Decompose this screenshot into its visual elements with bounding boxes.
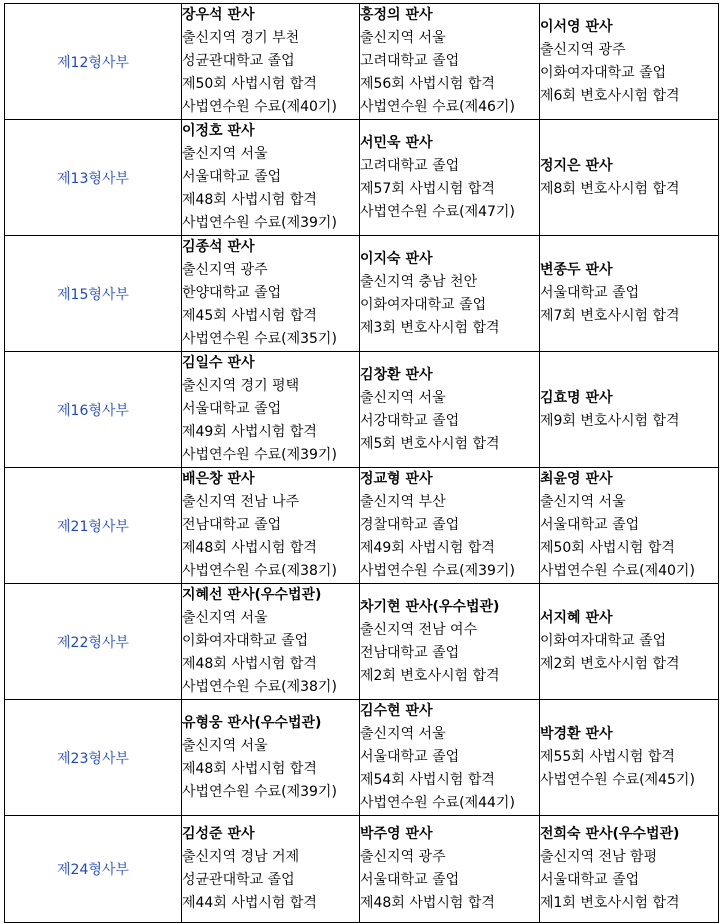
judge-detail: 제8회 변호사시험 합격 [540, 180, 680, 197]
judge-detail: 제6회 변호사시험 합격 [540, 87, 680, 104]
division-cell [5, 4, 182, 120]
judge-name: 이지숙 판사 [360, 250, 433, 267]
judge-detail: 사법연수원 수료(제40기) [540, 563, 695, 579]
judge-cell [182, 468, 360, 584]
division-row [5, 120, 719, 236]
judge-detail: 이화여자대학교 졸업 [540, 64, 667, 81]
division-cell [5, 584, 182, 700]
judge-detail: 제48회 사법시험 합격 [182, 540, 317, 556]
judge-cell [182, 236, 360, 352]
judge-cell [360, 352, 540, 468]
judge-detail: 출신지역 경남 거제 [182, 849, 300, 865]
judge-detail: 서울대학교 졸업 [360, 749, 460, 765]
judge-detail: 성균관대학교 졸업 [182, 53, 295, 69]
judge-detail: 고려대학교 졸업 [360, 157, 460, 174]
judge-name: 서민욱 판사 [360, 134, 433, 151]
judge-detail: 서울대학교 졸업 [182, 169, 282, 185]
division-name: 제12형사부 [57, 54, 129, 71]
judge-detail: 서강대학교 졸업 [360, 412, 460, 429]
judge-name: 전희숙 판사(우수법관) [540, 826, 680, 842]
judge-detail: 사법연수원 수료(제44기) [360, 795, 515, 811]
judge-cell [182, 584, 360, 700]
judge-cell [360, 120, 540, 236]
judge-detail: 사법연수원 수료(제38기) [182, 679, 337, 695]
division-cell [5, 816, 182, 923]
judge-cell [360, 236, 540, 352]
judge-name: 박주영 판사 [360, 826, 433, 842]
judge-detail: 제5회 변호사시험 합격 [360, 435, 500, 452]
judge-detail: 제45회 사법시험 합격 [182, 308, 317, 324]
judge-detail: 제49회 사법시험 합격 [182, 424, 317, 440]
judge-name: 서지혜 판사 [540, 610, 613, 626]
judge-name: 홍정의 판사 [360, 7, 433, 23]
division-cell [5, 236, 182, 352]
judge-detail: 사법연수원 수료(제40기) [182, 99, 337, 115]
judge-detail: 출신지역 광주 [182, 262, 268, 278]
judge-detail: 성균관대학교 졸업 [182, 872, 295, 888]
division-row [5, 584, 719, 700]
judge-detail: 제49회 사법시험 합격 [360, 540, 495, 556]
judge-detail: 제48회 사법시험 합격 [182, 760, 317, 777]
judge-detail: 제56회 사법시험 합격 [360, 76, 495, 92]
judge-name: 차기현 판사(우수법관) [360, 598, 500, 615]
judge-detail: 사법연수원 수료(제45기) [540, 772, 695, 788]
judge-detail: 제44회 사법시험 합격 [182, 895, 317, 911]
judge-cell [540, 352, 719, 468]
judge-name: 최윤영 판사 [540, 471, 613, 487]
judge-cell [540, 468, 719, 584]
judge-detail: 서울대학교 졸업 [182, 401, 282, 417]
judge-detail: 고려대학교 졸업 [360, 53, 460, 69]
judge-roster-table [4, 3, 719, 923]
division-name: 제13형사부 [57, 170, 129, 187]
division-name: 제21형사부 [57, 518, 129, 535]
division-name: 제22형사부 [57, 634, 129, 651]
judge-detail: 제7회 변호사시험 합격 [540, 308, 680, 324]
judge-detail: 서울대학교 졸업 [540, 285, 640, 301]
judge-detail: 출신지역 서울 [182, 737, 268, 754]
judge-detail: 서울대학교 졸업 [540, 872, 640, 888]
judge-detail: 사법연수원 수료(제39기) [182, 783, 337, 800]
judge-cell [182, 816, 360, 923]
judge-detail: 제1회 변호사시험 합격 [540, 895, 680, 911]
judge-name: 변종두 판사 [540, 262, 613, 278]
division-name: 제24형사부 [57, 862, 129, 878]
division-cell [5, 468, 182, 584]
judge-detail: 출신지역 경기 평택 [182, 378, 300, 394]
judge-detail: 출신지역 경기 부천 [182, 30, 300, 46]
judge-name: 이정호 판사 [182, 123, 255, 139]
judge-name: 지혜선 판사(우수법관) [182, 587, 322, 603]
judge-detail: 출신지역 부산 [360, 494, 446, 510]
judge-name: 김성준 판사 [182, 826, 255, 842]
judge-detail: 전남대학교 졸업 [182, 517, 282, 533]
judge-detail: 서울대학교 졸업 [540, 517, 640, 533]
judge-detail: 사법연수원 수료(제46기) [360, 99, 515, 115]
judge-cell [360, 700, 540, 816]
judge-name: 배은창 판사 [182, 471, 255, 487]
division-cell [5, 700, 182, 816]
judge-detail: 출신지역 서울 [360, 726, 446, 742]
judge-cell [540, 4, 719, 120]
judge-detail: 출신지역 전남 함평 [540, 849, 658, 865]
judge-detail: 서울대학교 졸업 [360, 872, 460, 888]
judge-detail: 이화여자대학교 졸업 [540, 633, 667, 649]
judge-detail: 사법연수원 수료(제38기) [182, 563, 337, 579]
judge-detail: 경찰대학교 졸업 [360, 517, 460, 533]
judge-name: 유형웅 판사(우수법관) [182, 714, 322, 731]
judge-detail: 제57회 사법시험 합격 [360, 180, 495, 197]
judge-cell [540, 584, 719, 700]
division-cell [5, 352, 182, 468]
judge-detail: 출신지역 서울 [182, 146, 268, 162]
judge-name: 김종석 판사 [182, 239, 255, 255]
judge-detail: 사법연수원 수료(제39기) [182, 447, 337, 463]
judge-name: 정지은 판사 [540, 157, 613, 174]
judge-detail: 출신지역 서울 [540, 494, 626, 510]
judge-detail: 출신지역 광주 [360, 849, 446, 865]
division-name: 제16형사부 [57, 402, 129, 419]
judge-detail: 사법연수원 수료(제39기) [182, 215, 337, 231]
judge-name: 김창환 판사 [360, 366, 433, 383]
judge-cell [540, 816, 719, 923]
division-name: 제23형사부 [57, 750, 129, 767]
judge-name: 박경환 판사 [540, 726, 613, 742]
division-row [5, 816, 719, 923]
division-row [5, 468, 719, 584]
judge-name: 김일수 판사 [182, 355, 255, 371]
judge-name: 이서영 판사 [540, 18, 613, 35]
judge-cell [360, 584, 540, 700]
division-row [5, 4, 719, 120]
judge-detail: 출신지역 서울 [360, 389, 446, 406]
judge-cell [182, 352, 360, 468]
judge-name: 김효명 판사 [540, 389, 613, 406]
judge-cell [182, 120, 360, 236]
division-row [5, 700, 719, 816]
judge-cell [182, 700, 360, 816]
judge-cell [182, 4, 360, 120]
judge-detail: 한양대학교 졸업 [182, 285, 282, 301]
judge-name: 장우석 판사 [182, 7, 255, 23]
division-row [5, 236, 719, 352]
judge-detail: 출신지역 서울 [360, 30, 446, 46]
judge-cell [540, 236, 719, 352]
roster-body [5, 4, 719, 923]
judge-detail: 출신지역 서울 [182, 610, 268, 626]
judge-detail: 제55회 사법시험 합격 [540, 749, 675, 765]
judge-detail: 제54회 사법시험 합격 [360, 772, 495, 788]
judge-detail: 출신지역 전남 나주 [182, 494, 300, 510]
judge-detail: 제50회 사법시험 합격 [540, 540, 675, 556]
division-cell [5, 120, 182, 236]
judge-detail: 제50회 사법시험 합격 [182, 76, 317, 92]
judge-detail: 출신지역 광주 [540, 41, 626, 58]
judge-detail: 사법연수원 수료(제47기) [360, 203, 515, 220]
judge-detail: 제2회 변호사시험 합격 [360, 667, 500, 684]
judge-cell [360, 4, 540, 120]
judge-detail: 제48회 사법시험 합격 [360, 895, 495, 911]
judge-detail: 출신지역 전남 여수 [360, 621, 478, 638]
division-row [5, 352, 719, 468]
judge-detail: 사법연수원 수료(제39기) [360, 563, 515, 579]
judge-detail: 제9회 변호사시험 합격 [540, 412, 680, 429]
judge-cell [540, 120, 719, 236]
judge-detail: 제48회 사법시험 합격 [182, 656, 317, 672]
division-name: 제15형사부 [57, 286, 129, 303]
judge-cell [360, 468, 540, 584]
judge-detail: 제48회 사법시험 합격 [182, 192, 317, 208]
judge-detail: 전남대학교 졸업 [360, 644, 460, 661]
judge-detail: 제3회 변호사시험 합격 [360, 319, 500, 336]
judge-detail: 이화여자대학교 졸업 [360, 296, 487, 313]
judge-detail: 출신지역 충남 천안 [360, 273, 478, 290]
judge-cell [540, 700, 719, 816]
judge-detail: 사법연수원 수료(제35기) [182, 331, 337, 347]
judge-name: 정교형 판사 [360, 471, 433, 487]
judge-cell [360, 816, 540, 923]
judge-name: 김수현 판사 [360, 703, 433, 719]
judge-detail: 제2회 변호사시험 합격 [540, 656, 680, 672]
judge-detail: 이화여자대학교 졸업 [182, 633, 309, 649]
